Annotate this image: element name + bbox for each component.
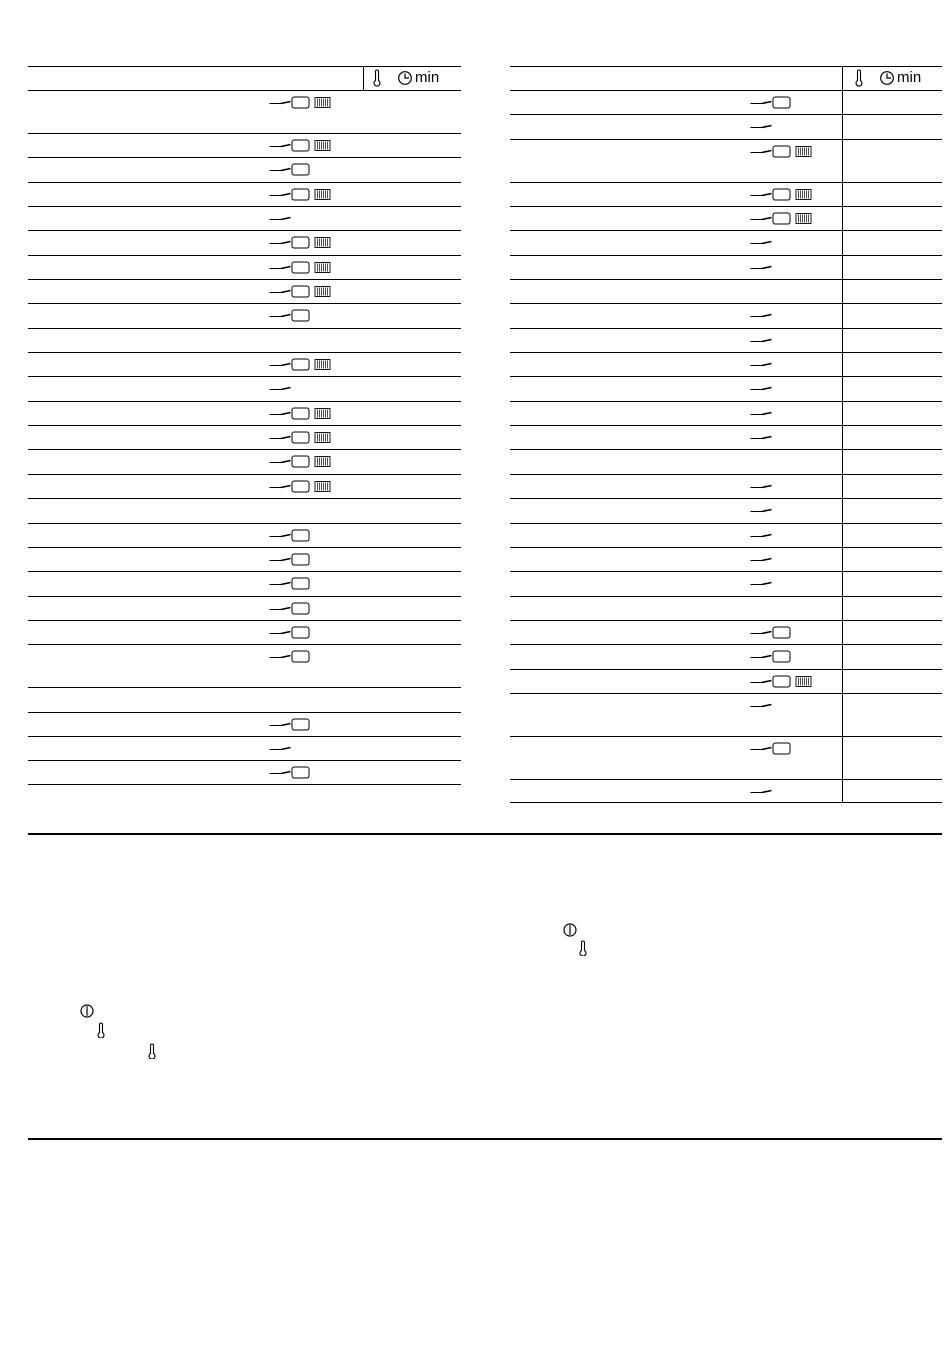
table-row: [510, 425, 942, 449]
pan-icon: [270, 558, 291, 560]
time-unit-label: min: [897, 69, 922, 86]
table-row: [28, 571, 461, 595]
cookware-icons: [269, 577, 311, 590]
thermometer-icon: [147, 1043, 157, 1059]
lid-icon: [292, 481, 309, 492]
cookware-icons: [750, 120, 772, 133]
table-row: [28, 328, 461, 352]
cookware-icons: [269, 766, 311, 779]
grill-rack-icon: [315, 262, 330, 272]
table-row: [28, 547, 461, 571]
cookware-icons: [750, 431, 772, 444]
lid-icon: [292, 767, 309, 778]
table-row: [28, 279, 461, 303]
pan-icon: [270, 631, 291, 633]
cookware-icons: [269, 407, 331, 420]
table-row: [510, 139, 942, 182]
table-row: [510, 255, 942, 279]
cookware-icons: [269, 261, 331, 274]
pan-icon: [751, 747, 772, 749]
table-row: [28, 230, 461, 254]
cookware-icons: [269, 212, 291, 225]
grill-rack-icon: [796, 189, 811, 199]
cookware-icons: [750, 650, 792, 663]
section-rule: [28, 1138, 942, 1140]
table-row: [28, 596, 461, 620]
table-row: [28, 474, 461, 498]
pan-icon: [751, 150, 772, 152]
clock-icon: [879, 69, 895, 92]
table-row: [510, 644, 942, 668]
table-row: [510, 279, 942, 303]
pan-icon: [751, 656, 772, 658]
lid-icon: [292, 554, 309, 565]
pan-icon: [270, 218, 291, 220]
pan-icon: [751, 485, 772, 487]
table-row: [510, 182, 942, 206]
pan-icon: [270, 747, 291, 749]
lid-icon: [292, 189, 309, 200]
table-row: [28, 206, 461, 230]
lid-icon: [292, 627, 309, 638]
cookware-icons: [269, 742, 291, 755]
pan-icon: [751, 242, 772, 244]
lid-icon: [292, 432, 309, 443]
lid-icon: [292, 408, 309, 419]
cookware-icons: [750, 785, 772, 798]
lid-icon: [292, 164, 309, 175]
table-row: [510, 401, 942, 425]
cookware-icons: [750, 480, 772, 493]
cookware-icons: [750, 145, 812, 158]
cookware-icons: [750, 212, 812, 225]
lid-icon: [773, 97, 790, 108]
power-level-icon: [563, 922, 577, 938]
pan-icon: [270, 437, 291, 439]
table-row: [510, 352, 942, 376]
cookware-icons: [269, 188, 331, 201]
table-row: [28, 90, 461, 133]
table-row: [510, 206, 942, 230]
cookware-icons: [750, 742, 792, 755]
cookware-icons: [269, 139, 331, 152]
table-row: [28, 736, 461, 760]
lid-icon: [773, 146, 790, 157]
lid-icon: [292, 456, 309, 467]
cookware-icons: [750, 626, 792, 639]
grill-rack-icon: [315, 141, 330, 151]
pan-icon: [270, 364, 291, 366]
time-unit-label: min: [415, 69, 440, 86]
table-row: [510, 474, 942, 498]
table-row: [28, 760, 461, 784]
pan-icon: [751, 704, 772, 706]
lid-icon: [292, 97, 309, 108]
cookware-icons: [750, 529, 772, 542]
lid-icon: [773, 651, 790, 662]
pan-icon: [270, 266, 291, 268]
pan-icon: [270, 412, 291, 414]
cooking-table-left: [28, 66, 461, 785]
table-row: [28, 182, 461, 206]
table-header-row: [510, 66, 942, 90]
pan-icon: [751, 388, 772, 390]
cookware-icons: [750, 358, 772, 371]
grill-rack-icon: [796, 676, 811, 686]
thermometer-icon: [854, 69, 864, 92]
cookware-icons: [750, 382, 772, 395]
pan-icon: [751, 510, 772, 512]
cookware-icons: [750, 309, 772, 322]
lid-icon: [292, 359, 309, 370]
table-row: [28, 133, 461, 157]
table-row: [28, 498, 461, 522]
table-row: [510, 736, 942, 779]
grill-rack-icon: [315, 238, 330, 248]
pan-icon: [270, 534, 291, 536]
pan-icon: [270, 772, 291, 774]
grill-rack-icon: [796, 214, 811, 224]
cookware-icons: [750, 553, 772, 566]
table-row: [510, 571, 942, 595]
pan-icon: [751, 315, 772, 317]
cookware-icons: [750, 699, 772, 712]
table-row: [28, 712, 461, 736]
cookware-icons: [269, 431, 331, 444]
section-rule: [28, 833, 942, 835]
lid-icon: [292, 310, 309, 321]
pan-icon: [751, 266, 772, 268]
pan-icon: [751, 680, 772, 682]
table-row: [510, 693, 942, 736]
cookware-icons: [269, 602, 311, 615]
pan-icon: [270, 656, 291, 658]
grill-rack-icon: [315, 98, 330, 108]
table-row: [510, 230, 942, 254]
table-row: [28, 644, 461, 687]
pan-icon: [270, 461, 291, 463]
cookware-icons: [269, 480, 331, 493]
table-row: [510, 449, 942, 473]
grill-rack-icon: [315, 287, 330, 297]
lid-icon: [292, 286, 309, 297]
table-row: [510, 779, 942, 803]
pan-icon: [270, 583, 291, 585]
grill-rack-icon: [796, 146, 811, 156]
pan-icon: [751, 126, 772, 128]
lid-icon: [773, 213, 790, 224]
table-row: [510, 523, 942, 547]
lid-icon: [773, 743, 790, 754]
pan-icon: [751, 534, 772, 536]
lid-icon: [292, 651, 309, 662]
table-row: [28, 620, 461, 644]
table-row: [28, 376, 461, 400]
pan-icon: [751, 364, 772, 366]
table-header-row: [28, 66, 461, 90]
pan-icon: [751, 558, 772, 560]
pan-icon: [270, 723, 291, 725]
lid-icon: [773, 676, 790, 687]
cookware-icons: [269, 626, 311, 639]
table-row: [510, 547, 942, 571]
table-row: [28, 425, 461, 449]
cookware-icons: [750, 261, 772, 274]
pan-icon: [751, 102, 772, 104]
pan-icon: [270, 242, 291, 244]
lid-icon: [292, 530, 309, 541]
pan-icon: [270, 291, 291, 293]
grill-rack-icon: [315, 360, 330, 370]
cookware-icons: [269, 553, 311, 566]
table-row: [28, 157, 461, 181]
pan-icon: [270, 193, 291, 195]
lid-icon: [292, 140, 309, 151]
pan-icon: [751, 218, 772, 220]
pan-icon: [270, 102, 291, 104]
cookware-icons: [269, 650, 311, 663]
cookware-icons: [750, 577, 772, 590]
pan-icon: [751, 437, 772, 439]
pan-icon: [751, 412, 772, 414]
table-row: [510, 90, 942, 114]
cookware-icons: [750, 675, 812, 688]
table-row: [28, 687, 461, 711]
pan-icon: [270, 607, 291, 609]
cookware-icons: [750, 188, 812, 201]
cookware-icons: [269, 236, 331, 249]
lid-icon: [292, 262, 309, 273]
cookware-icons: [269, 96, 331, 109]
lid-icon: [773, 627, 790, 638]
cookware-icons: [750, 96, 792, 109]
pan-icon: [751, 790, 772, 792]
cooking-table-right: [510, 66, 942, 803]
pan-icon: [270, 485, 291, 487]
lid-icon: [292, 578, 309, 589]
table-row: [510, 669, 942, 693]
table-row: [510, 328, 942, 352]
lid-icon: [773, 189, 790, 200]
grill-rack-icon: [315, 408, 330, 418]
cookware-icons: [269, 529, 311, 542]
table-row: [510, 114, 942, 138]
table-row: [510, 498, 942, 522]
pan-icon: [751, 583, 772, 585]
grill-rack-icon: [315, 433, 330, 443]
table-row: [510, 303, 942, 327]
cookware-icons: [750, 236, 772, 249]
cookware-icons: [269, 309, 311, 322]
cookware-icons: [269, 382, 291, 395]
table-row: [510, 620, 942, 644]
table-row: [28, 255, 461, 279]
pan-icon: [751, 631, 772, 633]
clock-icon: [397, 69, 413, 92]
cookware-icons: [269, 455, 331, 468]
lid-icon: [292, 719, 309, 730]
cookware-icons: [750, 407, 772, 420]
grill-rack-icon: [315, 189, 330, 199]
grill-rack-icon: [315, 481, 330, 491]
pan-icon: [270, 169, 291, 171]
table-row: [28, 401, 461, 425]
table-row: [510, 376, 942, 400]
cookware-icons: [269, 718, 311, 731]
header-column-divider: [363, 66, 364, 90]
pan-icon: [751, 193, 772, 195]
cookware-icons: [269, 358, 331, 371]
grill-rack-icon: [315, 457, 330, 467]
power-level-icon: [80, 1003, 94, 1019]
table-row: [28, 523, 461, 547]
pan-icon: [751, 339, 772, 341]
cookware-icons: [269, 285, 331, 298]
table-row: [28, 303, 461, 327]
thermometer-icon: [578, 940, 588, 956]
table-row: [510, 596, 942, 620]
thermometer-icon: [372, 69, 382, 92]
lid-icon: [292, 237, 309, 248]
pan-icon: [270, 315, 291, 317]
cookware-icons: [750, 334, 772, 347]
pan-icon: [270, 145, 291, 147]
thermometer-icon: [96, 1022, 106, 1038]
pan-icon: [270, 388, 291, 390]
lid-icon: [292, 603, 309, 614]
table-row: [28, 449, 461, 473]
table-row: [28, 352, 461, 376]
cookware-icons: [269, 163, 311, 176]
cookware-icons: [750, 504, 772, 517]
